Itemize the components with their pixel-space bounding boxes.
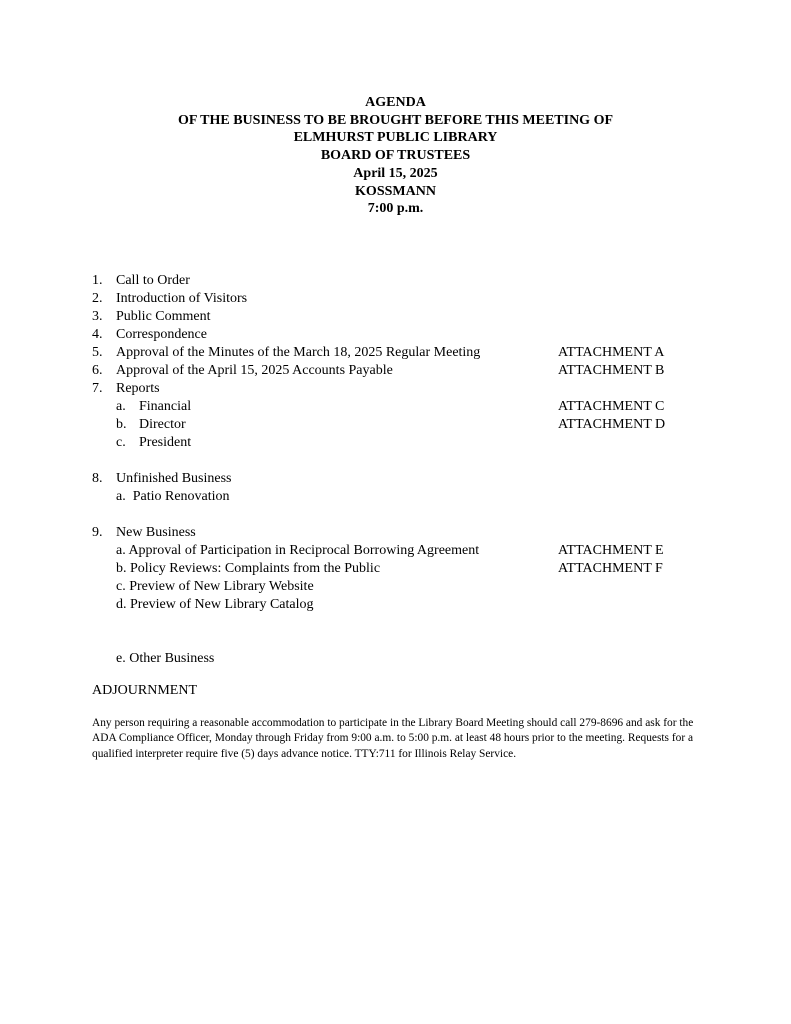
agenda-subitem bbox=[92, 542, 712, 560]
subitem-letter: b. bbox=[116, 417, 127, 432]
item-text: Reports bbox=[116, 381, 160, 396]
subitem-text: a. Patio Renovation bbox=[116, 489, 230, 504]
agenda-subitem bbox=[92, 488, 712, 506]
agenda-item bbox=[92, 290, 712, 308]
agenda-item bbox=[92, 362, 712, 380]
item-text: Public Comment bbox=[116, 309, 211, 324]
header-date: April 15, 2025 bbox=[353, 165, 438, 181]
item-number: 7. bbox=[92, 381, 103, 396]
item-number: 6. bbox=[92, 363, 103, 378]
spacer bbox=[92, 614, 712, 650]
spacer bbox=[92, 452, 712, 470]
agenda-item bbox=[92, 344, 712, 362]
item-number: 4. bbox=[92, 327, 103, 342]
item-text: New Business bbox=[116, 525, 196, 540]
agenda-header bbox=[0, 94, 791, 218]
header-title: AGENDA bbox=[365, 95, 426, 110]
header-location: KOSSMANN bbox=[355, 183, 436, 199]
agenda-subitem bbox=[92, 398, 712, 416]
header-time: 7:00 p.m. bbox=[367, 201, 424, 217]
item-number: 8. bbox=[92, 471, 103, 486]
subitem-text: c. Preview of New Library Website bbox=[116, 579, 314, 594]
item-text: Introduction of Visitors bbox=[116, 291, 248, 306]
header-organization: ELMHURST PUBLIC LIBRARY bbox=[293, 130, 498, 146]
subitem-letter: a. bbox=[116, 399, 126, 414]
attachment-label: ATTACHMENT A bbox=[558, 345, 665, 360]
agenda-subitem bbox=[92, 650, 712, 668]
agenda-item bbox=[92, 326, 712, 344]
agenda-item bbox=[92, 470, 712, 488]
item-number: 2. bbox=[92, 291, 103, 306]
agenda-list bbox=[92, 272, 712, 668]
adjournment-heading: ADJOURNMENT bbox=[92, 683, 197, 698]
header-board: BOARD OF TRUSTEES bbox=[320, 148, 471, 164]
subitem-letter: c. bbox=[116, 435, 126, 450]
attachment-label: ATTACHMENT D bbox=[558, 417, 666, 432]
agenda-item bbox=[92, 524, 712, 542]
item-text: Call to Order bbox=[116, 273, 190, 288]
subitem-text: President bbox=[139, 435, 192, 450]
item-number: 5. bbox=[92, 345, 103, 360]
attachment-label: ATTACHMENT F bbox=[558, 561, 663, 576]
agenda-subitem bbox=[92, 434, 712, 452]
item-text: Approval of the April 15, 2025 Accounts Payable bbox=[116, 363, 393, 378]
agenda-subitem bbox=[92, 560, 712, 578]
attachment-label: ATTACHMENT C bbox=[558, 399, 665, 414]
item-text: Approval of the Minutes of the March 18, 2025 Regular Meeting bbox=[116, 345, 481, 360]
item-number: 1. bbox=[92, 273, 103, 288]
item-text: Correspondence bbox=[116, 327, 207, 342]
attachment-label: ATTACHMENT E bbox=[558, 543, 664, 558]
subitem-text: b. Policy Reviews: Complaints from the Public bbox=[116, 561, 381, 576]
subitem-text: Financial bbox=[139, 399, 192, 414]
item-text: Unfinished Business bbox=[116, 471, 232, 486]
header-subtitle: OF THE BUSINESS TO BE BROUGHT BEFORE THIS MEETING OF bbox=[177, 112, 614, 128]
agenda-subitem bbox=[92, 578, 712, 596]
item-number: 9. bbox=[92, 525, 103, 540]
subitem-text: d. Preview of New Library Catalog bbox=[116, 597, 314, 612]
agenda-item bbox=[92, 272, 712, 290]
agenda-item bbox=[92, 308, 712, 326]
item-number: 3. bbox=[92, 309, 103, 324]
attachment-label: ATTACHMENT B bbox=[558, 363, 665, 378]
agenda-subitem bbox=[92, 596, 712, 614]
subitem-text: Director bbox=[139, 417, 186, 432]
spacer bbox=[92, 506, 712, 524]
agenda-item bbox=[92, 380, 712, 398]
subitem-text: a. Approval of Participation in Reciprocal Borrowing Agreement bbox=[116, 543, 480, 558]
subitem-text: e. Other Business bbox=[116, 651, 215, 666]
ada-notice: Any person requiring a reasonable accommodation to participate in the Library Board Meeting should call 279-8696 and ask for the ADA Compliance Officer, Monday through Friday from 9:00 a.m. to 5:00 p.m. at least 48 hours prior to the meeting. Requests for a qualified interpreter require five (5) days advance notice. TTY:711 for Illinois Relay Service. bbox=[92, 717, 694, 760]
agenda-subitem bbox=[92, 416, 712, 434]
